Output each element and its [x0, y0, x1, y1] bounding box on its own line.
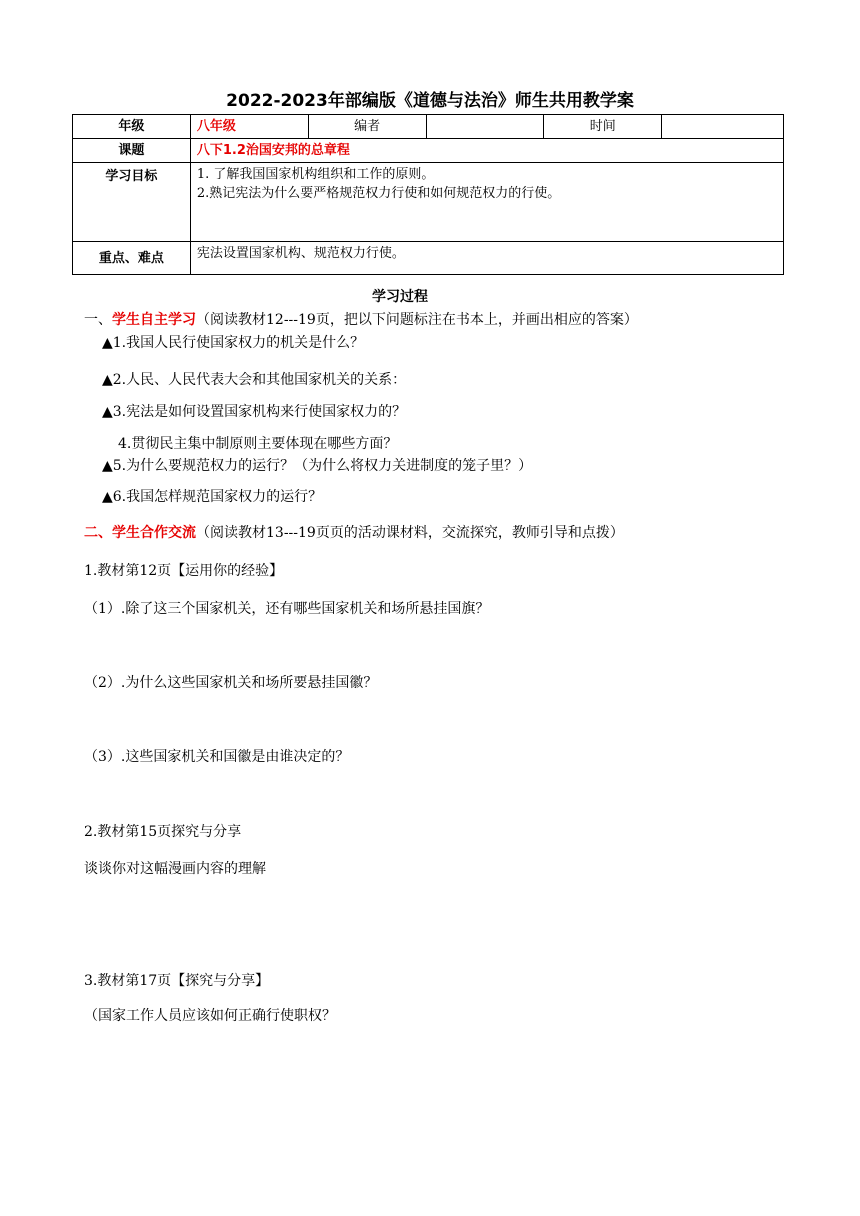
- topic-row: [73, 139, 784, 163]
- section1-heading: [84, 309, 638, 329]
- grade-value: 八年级: [190, 115, 308, 139]
- key-label: 重点、难点: [73, 242, 191, 275]
- goals-row: [73, 163, 784, 242]
- section2-heading: [84, 522, 624, 542]
- list-item: 4.贯彻民主集中制原则主要体现在哪些方面？: [118, 436, 398, 452]
- list-item: （2）.为什么这些国家机关和场所要悬挂国徽？: [84, 675, 378, 691]
- goal-item: 2.熟记宪法为什么要严格规范权力行使和如何规范权力的行使。: [196, 186, 561, 201]
- section1-prefix: 一、: [84, 312, 112, 328]
- page-title: 2022-2023年部编版《道德与法治》师生共用教学案: [226, 91, 634, 111]
- list-item: （国家工作人员应该如何正确行使职权？: [84, 1008, 336, 1024]
- list-item: ▲1.我国人民行使国家权力的机关是什么？: [102, 335, 365, 351]
- list-item: ▲6.我国怎样规范国家权力的运行？: [102, 489, 323, 505]
- grade-label: 年级: [73, 115, 191, 139]
- time-label: 时间: [544, 115, 662, 139]
- section2-note: （阅读教材13---19页页的活动课材料，交流探究，教师引导和点拨）: [196, 525, 624, 541]
- topic-label: 课题: [73, 139, 191, 163]
- list-item: 2.教材第15页探究与分享: [84, 824, 242, 840]
- goals-label: 学习目标: [73, 163, 191, 242]
- list-item: （3）.这些国家机关和国徽是由谁决定的？: [84, 749, 350, 765]
- editor-value: [426, 115, 544, 139]
- goals-cell: [190, 163, 783, 242]
- list-item: ▲3.宪法是如何设置国家机构来行使国家权力的？: [102, 404, 407, 420]
- list-item: 谈谈你对这幅漫画内容的理解: [84, 861, 266, 877]
- list-item: ▲2.人民、人民代表大会和其他国家机关的关系：: [102, 372, 407, 388]
- topic-value: 八下1.2治国安邦的总章程: [190, 139, 783, 163]
- process-heading: 学习过程: [372, 289, 428, 305]
- goal-item: 1. 了解我国国家机构组织和工作的原则。: [196, 167, 435, 182]
- list-item: 3.教材第17页【探究与分享】: [84, 973, 270, 989]
- grade-row: [73, 115, 784, 139]
- info-table: [72, 114, 784, 275]
- list-item: （1）.除了这三个国家机关，还有哪些国家机关和场所悬挂国旗？: [84, 601, 490, 617]
- list-item: 1.教材第12页【运用你的经验】: [84, 563, 284, 579]
- key-value: 宪法设置国家机构、规范权力行使。: [190, 242, 783, 275]
- section1-note: （阅读教材12---19页，把以下问题标注在书本上，并画出相应的答案）: [196, 312, 638, 328]
- time-value: [662, 115, 784, 139]
- section1-title: 学生自主学习: [112, 312, 196, 328]
- list-item: ▲5.为什么要规范权力的运行？（为什么将权力关进制度的笼子里？）: [102, 458, 533, 474]
- editor-label: 编者: [308, 115, 426, 139]
- key-row: [73, 242, 784, 275]
- section2-title: 二、学生合作交流: [84, 525, 196, 541]
